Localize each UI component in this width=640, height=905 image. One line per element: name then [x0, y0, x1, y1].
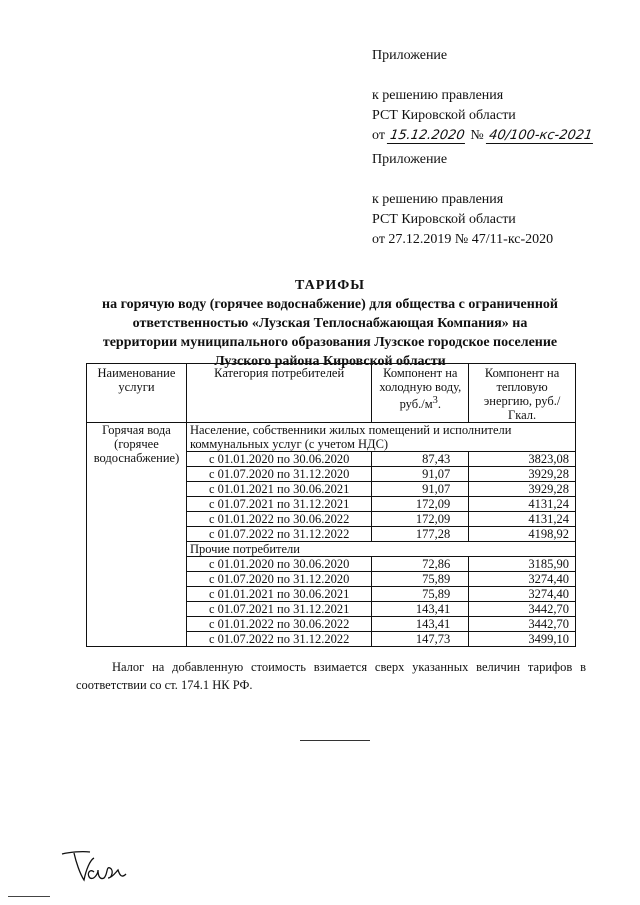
- period-cell: с 01.01.2022 по 30.06.2022: [186, 617, 371, 632]
- heat-energy-cell: 3823,08: [469, 452, 576, 467]
- period-cell: с 01.07.2021 по 31.12.2021: [186, 497, 371, 512]
- period-cell: с 01.07.2021 по 31.12.2021: [186, 602, 371, 617]
- authority-line: РСТ Кировской области: [372, 212, 516, 227]
- from-label: от: [372, 128, 385, 143]
- date-number-line: [372, 126, 594, 146]
- period-cell: с 01.07.2022 по 31.12.2022: [186, 632, 371, 647]
- heat-energy-cell: 3274,40: [469, 587, 576, 602]
- service-name: Горячая вода (горячее водоснабжение): [87, 423, 187, 647]
- cold-water-cell: 177,28: [372, 527, 469, 542]
- date-number-line: от 27.12.2019 № 47/11-кс-2020: [372, 232, 554, 247]
- handwritten-number: 40/100-кс-2021: [486, 128, 595, 144]
- cold-water-cell: 75,89: [372, 587, 469, 602]
- heat-energy-cell: 3499,10: [469, 632, 576, 647]
- cold-water-cell: 72,86: [372, 557, 469, 572]
- heat-energy-cell: 4131,24: [469, 497, 576, 512]
- consumer-group-label: Прочие потребители: [186, 542, 575, 557]
- header-heat-energy: Компонент на тепловую энергию, руб./Гкал.: [469, 364, 576, 423]
- title-line: на горячую воду (горячее водоснабжение) для общества с ограниченной: [102, 297, 558, 312]
- signature: [60, 848, 130, 884]
- cold-water-cell: 143,41: [372, 617, 469, 632]
- appendix-header-previous: [372, 150, 553, 250]
- group-row: [87, 423, 576, 452]
- document-title: [60, 276, 600, 371]
- heat-energy-cell: 3929,28: [469, 482, 576, 497]
- heat-energy-cell: 4131,24: [469, 512, 576, 527]
- cold-water-cell: 143,41: [372, 602, 469, 617]
- cold-water-cell: 91,07: [372, 482, 469, 497]
- decision-line: к решению правления: [372, 88, 504, 103]
- heat-energy-cell: 3442,70: [469, 602, 576, 617]
- authority-line: РСТ Кировской области: [372, 108, 516, 123]
- title-heading: ТАРИФЫ: [295, 278, 365, 293]
- period-cell: с 01.01.2021 по 30.06.2021: [186, 587, 371, 602]
- cold-water-cell: 75,89: [372, 572, 469, 587]
- period-cell: с 01.07.2022 по 31.12.2022: [186, 527, 371, 542]
- cold-water-cell: 172,09: [372, 497, 469, 512]
- heat-energy-cell: 3185,90: [469, 557, 576, 572]
- period-cell: с 01.01.2020 по 30.06.2020: [186, 557, 371, 572]
- heat-energy-cell: 3929,28: [469, 467, 576, 482]
- tariff-table: [86, 363, 576, 647]
- cold-water-cell: 147,73: [372, 632, 469, 647]
- handwritten-date: 15.12.2020: [387, 128, 468, 144]
- appendix-title: Приложение: [372, 152, 448, 167]
- vat-note: Налог на добавленную стоимость взимается сверх указанных величин тарифов в соответствии со ст. 174.1 НК РФ.: [76, 660, 586, 692]
- heat-energy-cell: 3274,40: [469, 572, 576, 587]
- title-line: ответственностью «Лузская Теплоснабжающая Компания» на: [132, 316, 528, 331]
- separator-line: [300, 740, 370, 741]
- header-cold-text: Компонент на холодную воду, руб./м: [379, 366, 462, 412]
- title-line: территории муниципального образования Лузское городское поселение: [102, 335, 558, 350]
- signature-underline: [8, 896, 50, 897]
- cold-water-cell: 87,43: [372, 452, 469, 467]
- title-line: Лузского района Кировской области: [214, 354, 446, 369]
- period-cell: с 01.01.2022 по 30.06.2022: [186, 512, 371, 527]
- period-cell: с 01.01.2021 по 30.06.2021: [186, 482, 371, 497]
- cold-water-cell: 172,09: [372, 512, 469, 527]
- decision-line: к решению правления: [372, 192, 504, 207]
- heat-energy-cell: 4198,92: [469, 527, 576, 542]
- header-cold-sup: 3: [432, 395, 438, 406]
- heat-energy-cell: 3442,70: [469, 617, 576, 632]
- appendix-header-current: [372, 46, 594, 146]
- period-cell: с 01.01.2020 по 30.06.2020: [186, 452, 371, 467]
- cold-water-cell: 91,07: [372, 467, 469, 482]
- period-cell: с 01.07.2020 по 31.12.2020: [186, 467, 371, 482]
- period-cell: с 01.07.2020 по 31.12.2020: [186, 572, 371, 587]
- consumer-group-label: Население, собственники жилых помещений и исполнители коммунальных услуг (с учетом НДС): [186, 423, 575, 452]
- number-sign: №: [470, 128, 484, 143]
- header-service: Наименование услуги: [87, 364, 187, 423]
- appendix-title: Приложение: [372, 48, 448, 63]
- header-cold-end: .: [437, 397, 441, 412]
- header-cold-water: [372, 364, 469, 423]
- header-category: Категория потребителей: [186, 364, 371, 423]
